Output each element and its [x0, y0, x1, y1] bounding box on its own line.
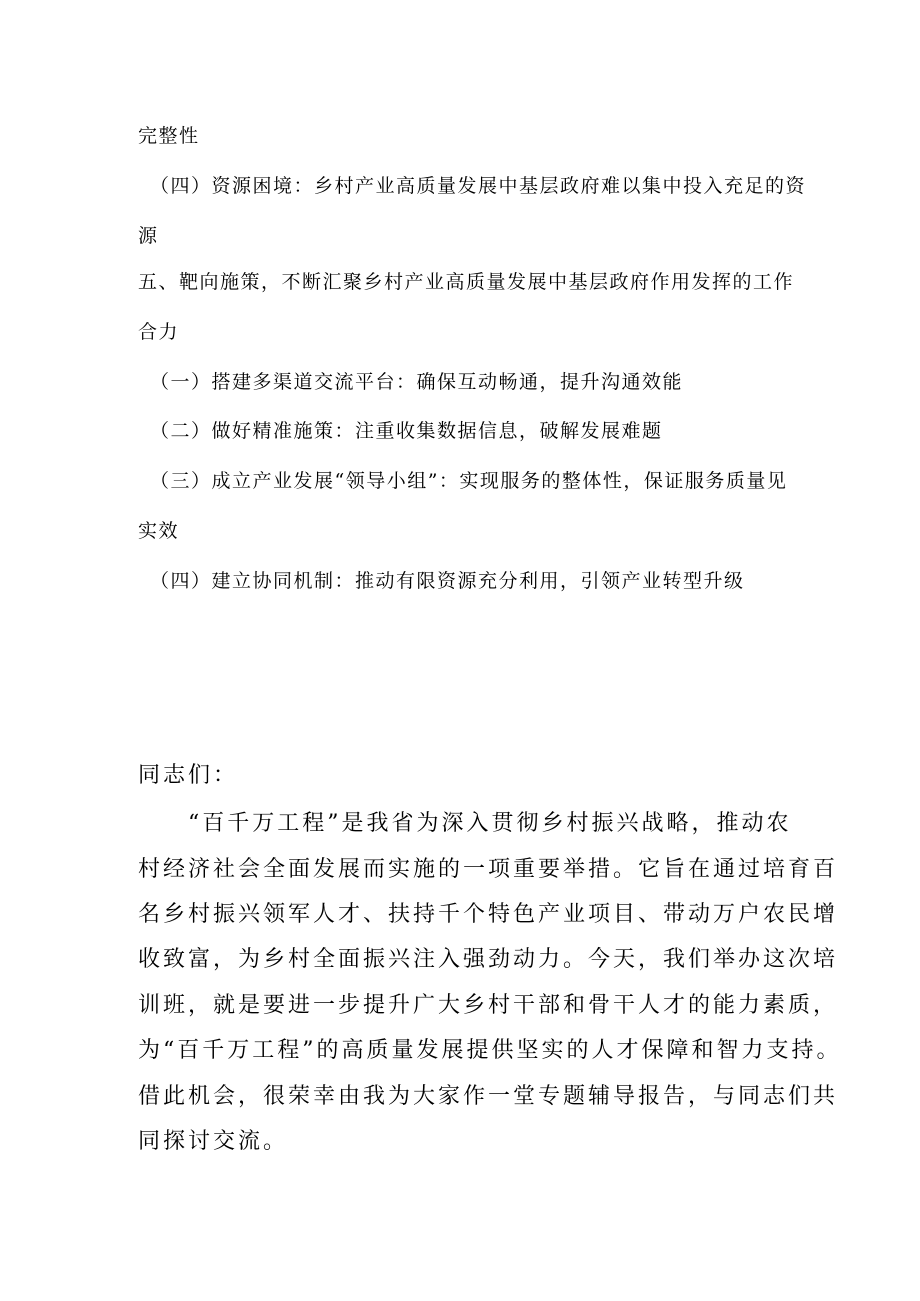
- outline-heading-5-cont: 合力: [138, 321, 180, 343]
- outline-item-4-cont: 源: [138, 225, 159, 247]
- speech-paragraph-line: 同探讨交流。: [138, 1129, 289, 1154]
- speech-salutation: 同志们：: [138, 763, 239, 788]
- speech-paragraph-line: 借此机会，很荣幸由我为大家作一堂专题辅导报告，与同志们共: [138, 1084, 839, 1109]
- outline-item-5-4: （四）建立协同机制：推动有限资源充分利用，引领产业转型升级: [150, 570, 745, 592]
- speech-paragraph-line: 村经济社会全面发展而实施的一项重要举措。它旨在通过培育百: [138, 857, 839, 882]
- outline-item-5-3: （三）成立产业发展“领导小组”：实现服务的整体性，保证服务质量见: [150, 470, 788, 492]
- speech-paragraph-line: 为“百千万工程”的高质量发展提供坚实的人才保障和智力支持。: [138, 1038, 842, 1063]
- outline-item-4: （四）资源困境：乡村产业高质量发展中基层政府难以集中投入充足的资: [150, 175, 807, 197]
- speech-paragraph-line: 收致富，为乡村全面振兴注入强劲动力。今天，我们举办这次培: [138, 947, 839, 972]
- outline-item-5-1: （一）搭建多渠道交流平台：确保互动畅通，提升沟通效能: [150, 371, 684, 393]
- outline-item-5-3-cont: 实效: [138, 520, 180, 542]
- speech-paragraph-line: 名乡村振兴领军人才、扶持千个特色产业项目、带动万户农民增: [138, 902, 839, 927]
- speech-paragraph-line: “百千万工程”是我省为深入贯彻乡村振兴战略，推动农: [138, 811, 792, 836]
- outline-line-section4-tail: 完整性: [138, 125, 200, 147]
- outline-item-5-2: （二）做好精准施策：注重收集数据信息，破解发展难题: [150, 420, 663, 442]
- outline-heading-5: 五、靶向施策，不断汇聚乡村产业高质量发展中基层政府作用发挥的工作: [138, 271, 795, 293]
- speech-paragraph-line: 训班，就是要进一步提升广大乡村干部和骨干人才的能力素质，: [138, 993, 839, 1018]
